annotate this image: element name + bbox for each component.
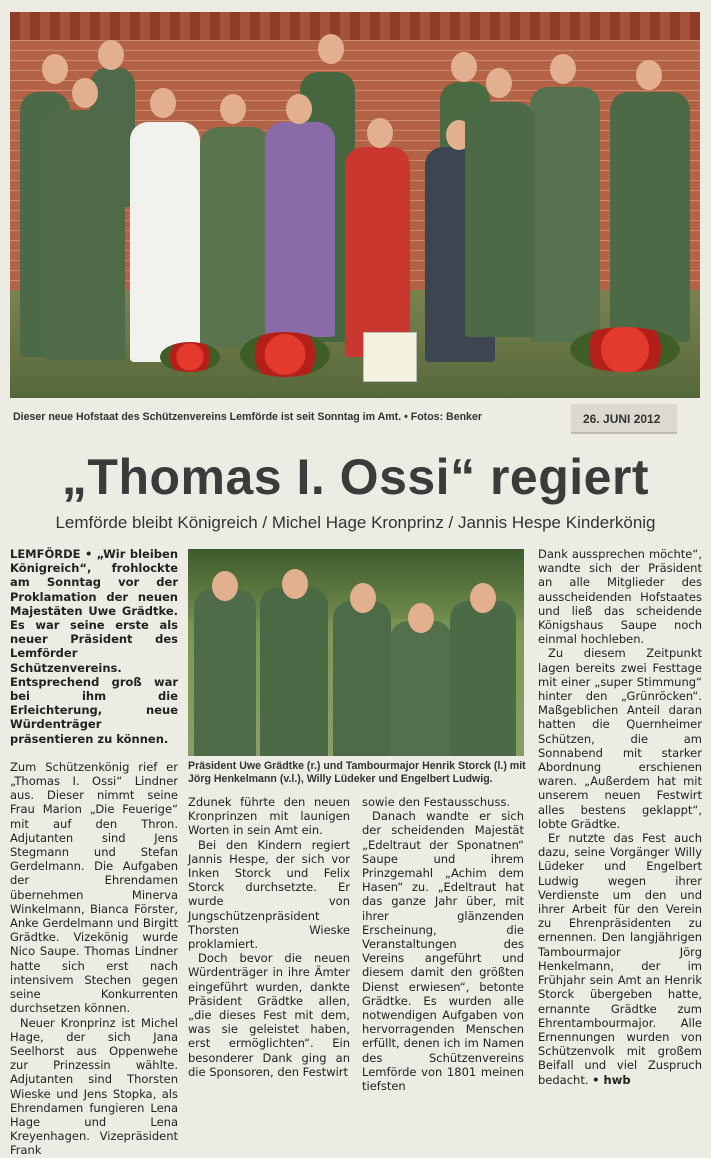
paragraph-text: Er nutzte das Fest auch dazu, seine Vorgänger Willy Lüdeker und Engelbert Ludwig wegen ihrer Verdienste um den und ihrer Arbeit für den Verein zu Ehrenpräsidenten zu ernennen. Den langjährigen Tambourmajor Jörg Henkelmann, der im Frühjahr sein Amt an Henrik Storck übergeben hatte, ernannte Grädtke zum Ehrentambourmajor. Alle Ernennungen wurden von Schützenvolk mit großem Beifall und viel Zuspruch bedacht. [538, 831, 702, 1087]
person-head [486, 68, 512, 98]
paragraph: Neuer Kronprinz ist Michel Hage, der sich Jana Seelhorst aus Oppenwehe zur Prinzessin wählte. Adjutanten sind Thorsten Wieske und Jens Stopka, als Ehrendamen fungieren Lena Hage und Lena Kreyenhagen. Vizepräsident Frank [10, 1015, 178, 1158]
person [333, 601, 391, 756]
paragraph [538, 831, 702, 1087]
headline: „Thomas I. Ossi“ regiert [61, 449, 650, 505]
person [260, 587, 328, 756]
date-text: 26. JUNI 2012 [583, 412, 661, 426]
author-signature: • hwb [592, 1072, 631, 1087]
paragraph: Danach wandte er sich der scheidenden Majestät „Edeltraut der Sponatnen“ Saupe und ihrem Prinzgemahl „Achim dem Hasen“ zu. „Edeltraut hat das ganze Jahr über, mit ihrer glänzenden Erscheinung, die Veranstaltungen des Vereins angeführt und diesem damit den größten Dienst erwiesen“, betonte Grädtke. Es wurden alle notwendigen Aufgaben von hervorragenden Menschen erfüllt, denen ich im Namen des Schützenvereins Lemförde von 1801 meinen tiefsten [362, 809, 524, 1094]
paragraph: Zum Schützenkönig rief er „Thomas I. Ossi“ Lindner aus. Dieser nimmt seine Frau Marion „Die Feuerige“ mit auf den Thron. Adjutanten sind Jens Stegmann und Stefan Gerdelmann. Die Aufgaben der Ehrendamen übernehmen Minerva Winkelmann, Bianca Förster, Anke Gerdelmann und Birgitt Grädtke. Vizekönig wurde Nico Saupe. Thomas Lindner hatte sich erst nach intensivem Stechen gegen seine Konkurrenten durchsetzen können. [10, 759, 178, 1016]
person-head [367, 118, 393, 148]
lead-paragraph [10, 547, 178, 746]
person-head [408, 603, 434, 633]
main-photo-caption: Dieser neue Hofstaat des Schützenvereins Lemförde ist seit Sonntag im Amt. • Fotos: Benker [13, 411, 482, 423]
person-head [42, 54, 68, 84]
date-badge [571, 404, 677, 434]
lead-text: • „Wir bleiben Königreich“, frohlockte am Sonntag vor der Proklamation der neuen Majestäten Uwe Grädtke. Es war seine erste als neuer Präsident des Lemförder Schützenvereins. Entsprechend groß war bei ihm die Erleichterung, neue Würdenträger präsentieren zu können. [10, 547, 178, 746]
secondary-photo [188, 549, 524, 756]
person [465, 102, 535, 337]
secondary-photo-caption: Präsident Uwe Grädtke (r.) und Tambourmajor Henrik Storck (l.) mit Jörg Henkelmann (v.l.), Willy Lüdeker und Engelbert Ludwig. [188, 760, 526, 785]
person-head [212, 571, 238, 601]
paragraph: Bei den Kindern regiert Jannis Hespe, der sich vor Inken Storck und Felix Storck durchsetzte. Er wurde von Jungschützenpräsident Thorsten Wieske proklamiert. [188, 837, 350, 952]
person-head [72, 78, 98, 108]
main-photo [10, 12, 700, 398]
person [265, 122, 335, 337]
person-head [286, 94, 312, 124]
person-head [550, 54, 576, 84]
person-head [150, 88, 176, 118]
flower-bed [240, 332, 330, 377]
person-head [318, 34, 344, 64]
person [194, 589, 256, 756]
paragraph: sowie den Festausschuss. [362, 795, 511, 809]
person [345, 147, 410, 357]
person [200, 127, 270, 347]
person [530, 87, 600, 342]
roof [10, 12, 700, 40]
person-head [282, 569, 308, 599]
column-3 [362, 795, 524, 1093]
person-head [451, 52, 477, 82]
column-4 [538, 547, 702, 1087]
subheadline: Lemförde bleibt Königreich / Michel Hage Kronprinz / Jannis Hespe Kinderkönig [55, 513, 656, 532]
person-head [220, 94, 246, 124]
column-2 [188, 795, 350, 1079]
person-head [470, 583, 496, 613]
person [390, 621, 452, 756]
person [45, 110, 125, 360]
paragraph: Dank aussprechen möchte“, wandte sich der Präsident an alle Mitglieder des ausscheidenden Hofstaates und ließ das scheidende Königshaus Saupe noch einmal hochleben. [538, 547, 702, 647]
column-1 [10, 547, 178, 1158]
flower-bed [570, 327, 680, 372]
dateline: LEMFÖRDE [10, 547, 81, 561]
person-head [98, 40, 124, 70]
person-head [636, 60, 662, 90]
flower-bed [160, 342, 220, 372]
person [130, 122, 200, 362]
person [450, 601, 516, 756]
paragraph: Doch bevor die neuen Würdenträger in ihre Ämter eingeführt wurden, dankte Präsident Grädtke allen, „die dieses Fest mit dem, was sie geleistet haben, erst ermöglichten“. Ein besonderer Dank ging an die Sponsoren, den Festwirt [188, 951, 350, 1079]
book-prize [363, 332, 417, 382]
person-head [350, 583, 376, 613]
paragraph: Zdunek führte den neuen Kronprinzen mit launigen Worten in sein Amt ein. [188, 795, 350, 838]
person [610, 92, 690, 342]
paragraph: Zu diesem Zeitpunkt lagen bereits zwei Festtage mit einer „super Stimmung“ hinter den „Grünröcken“. Maßgeblichen Anteil daran hatten die Quernheimer Schützen, die am Sonnabend mit starker Abordnung erschienen waren. „Außerdem hat mit unserem neuen Festwirt alles bestens geklappt“, lobte Grädtke. [538, 646, 702, 831]
